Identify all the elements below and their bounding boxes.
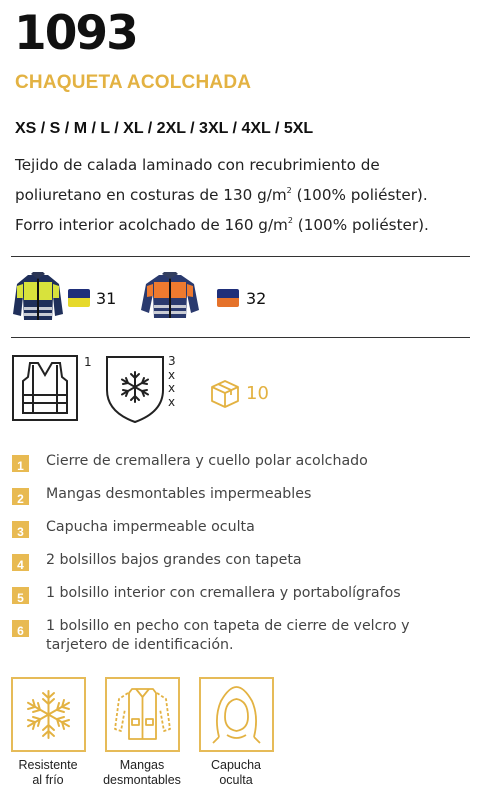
cold-protection-shield-icon (104, 354, 166, 424)
pictogram-cold-resistant (11, 677, 86, 752)
swatch-bottom (217, 298, 239, 307)
product-code: 1093 (14, 6, 137, 61)
size-range: XS / S / M / L / XL / 2XL / 3XL / 4XL / 5XL (15, 120, 314, 137)
hivis-class: 1 (84, 355, 92, 369)
pictogram-label-cold: Resistente al frío (18, 758, 78, 787)
variant-number: 32 (246, 289, 267, 308)
color-variants (11, 270, 470, 326)
feature-number: 5 (12, 587, 29, 604)
product-description (15, 152, 475, 238)
feature-number: 3 (12, 521, 29, 538)
cold-protection-marks: 3 x x x (168, 354, 176, 409)
description-line-1: Tejido de calada laminado con recubrimiento de (15, 156, 380, 174)
snowflake-icon (13, 679, 84, 750)
box-quantity: 10 (246, 383, 269, 404)
variant-swatch (217, 289, 239, 307)
feature-number: 2 (12, 488, 29, 505)
pictogram-hidden-hood (199, 677, 274, 752)
description-line-2: poliuretano en costuras de 130 $g/m^2$ (100% poliéster). (15, 186, 428, 204)
divider-middle (11, 337, 470, 338)
variant-swatch (68, 289, 90, 307)
feature-text: Capucha impermeable oculta (46, 519, 255, 535)
description-line-3: Forro interior acolchado de 160 $g/m^2$ (100% poliéster). (15, 216, 429, 234)
swatch-top (217, 289, 239, 298)
feature-number: 6 (12, 620, 29, 637)
pictogram-label-sleeves: Mangas desmontables (103, 758, 181, 787)
feature-text: 1 bolsillo en pecho con tapeta de cierre de velcro y tarjetero de identificación. (46, 618, 410, 653)
variant-31[interactable] (11, 270, 121, 326)
swatch-bottom (68, 298, 90, 307)
box-icon (209, 378, 241, 410)
feature-number: 4 (12, 554, 29, 571)
variant-number: 31 (96, 289, 117, 308)
swatch-top (68, 289, 90, 298)
hivis-vest-icon (12, 355, 78, 421)
hood-icon (201, 679, 272, 750)
feature-number: 1 (12, 455, 29, 472)
product-name: CHAQUETA ACOLCHADA (15, 72, 252, 93)
jacket-icon (107, 679, 178, 750)
jacket-thumbnail-icon (139, 270, 201, 324)
variant-32[interactable] (139, 270, 269, 326)
feature-text: 2 bolsillos bajos grandes con tapeta (46, 552, 302, 568)
feature-text: Mangas desmontables impermeables (46, 486, 312, 502)
feature-text: Cierre de cremallera y cuello polar acolchado (46, 453, 368, 469)
pictogram-label-hood: Capucha oculta (210, 758, 262, 787)
feature-text: 1 bolsillo interior con cremallera y portabolígrafos (46, 585, 401, 601)
jacket-thumbnail-icon (11, 270, 65, 324)
pictogram-detachable-sleeves (105, 677, 180, 752)
divider-top (11, 256, 470, 257)
